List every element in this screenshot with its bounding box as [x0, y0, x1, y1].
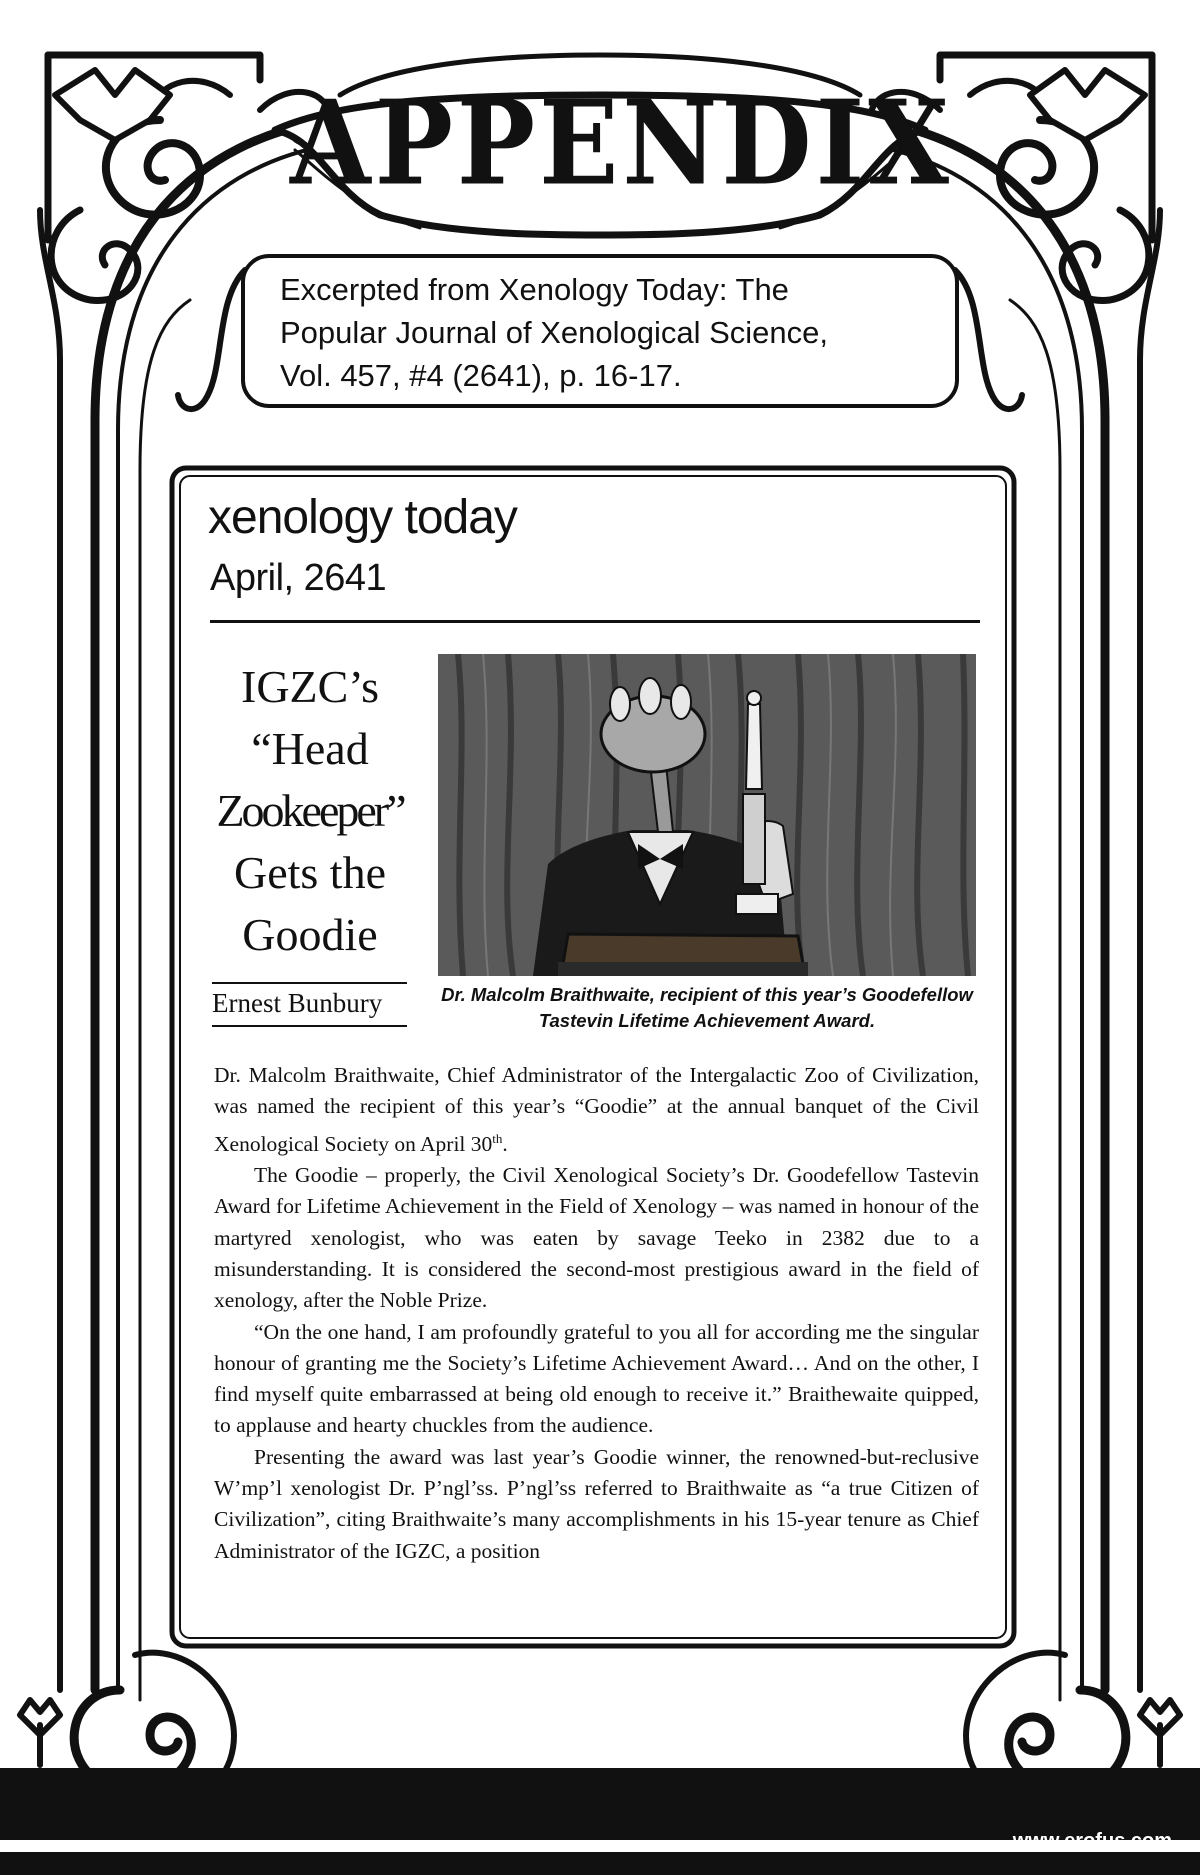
caption-line: Tastevin Lifetime Achievement Award.	[538, 1010, 876, 1031]
publication-name: xenology today	[208, 491, 517, 544]
headline-line: IGZC’s	[241, 661, 379, 712]
ordinal-suffix: th	[492, 1130, 503, 1146]
headline-line: Zookeeper”	[216, 785, 404, 836]
article-paragraph: “On the one hand, I am profoundly grateful to you all for according me the singular honour of granting me the Society’s Lifetime Achievement Award… And on the other, I find myself quite embarrassed at being old enough to receive it.” Braithewaite quipped, to applause and hearty chuckles from the audience.	[214, 1319, 979, 1438]
excerpt-line: Popular Journal of Xenological Science,	[280, 315, 829, 350]
headline-line: Gets the	[233, 847, 386, 898]
publication-date: April, 2641	[210, 557, 387, 599]
article-paragraph: Presenting the award was last year’s Goodie winner, the renowned-but-reclusive W’mp’l xenologist Dr. P’ngl’ss. P’ngl’ss referred to Braithwaite as “a true Citizen of Civilization”, citing Braithwaite’s many accomplishments in his 15-year tenure as Chief Administrator of the IGZC, a position	[214, 1444, 979, 1563]
byline: Ernest Bunbury	[212, 982, 407, 1027]
page-title: APPENDIX	[290, 73, 953, 212]
excerpt-note	[280, 268, 920, 397]
headline-line: Goodie	[242, 909, 378, 960]
article-paragraph: The Goodie – properly, the Civil Xenological Society’s Dr. Goodefellow Tastevin Award for Lifetime Achievement in the Field of Xenology – was named in honour of the martyred xenologist, who was eaten by savage Teeko in 2382 due to a misunderstanding. It is considered the second-most prestigious award in the field of xenology, after the Noble Prize.	[214, 1163, 979, 1313]
article-headline	[200, 656, 420, 966]
article-body	[214, 1060, 979, 1567]
excerpt-line: Vol. 457, #4 (2641), p. 16-17.	[280, 358, 682, 393]
award-photo	[438, 654, 976, 976]
paragraph-end: .	[502, 1131, 508, 1156]
paragraph-text: Dr. Malcolm Braithwaite, Chief Administrator of the Intergalactic Zoo of Civilization, was named the recipient of this year’s “Goodie” at the annual banquet of the Civil Xenological Society on April 30	[214, 1063, 979, 1156]
headline-line: “Head	[251, 723, 369, 774]
caption-line: Dr. Malcolm Braithwaite, recipient of this year’s Goodefellow	[441, 984, 973, 1005]
photo-caption	[438, 982, 976, 1034]
header-divider	[210, 620, 980, 623]
site-watermark: www.erofus.com	[1012, 1830, 1172, 1852]
article-paragraph	[214, 1060, 979, 1160]
excerpt-line: Excerpted from Xenology Today: The	[280, 272, 789, 307]
